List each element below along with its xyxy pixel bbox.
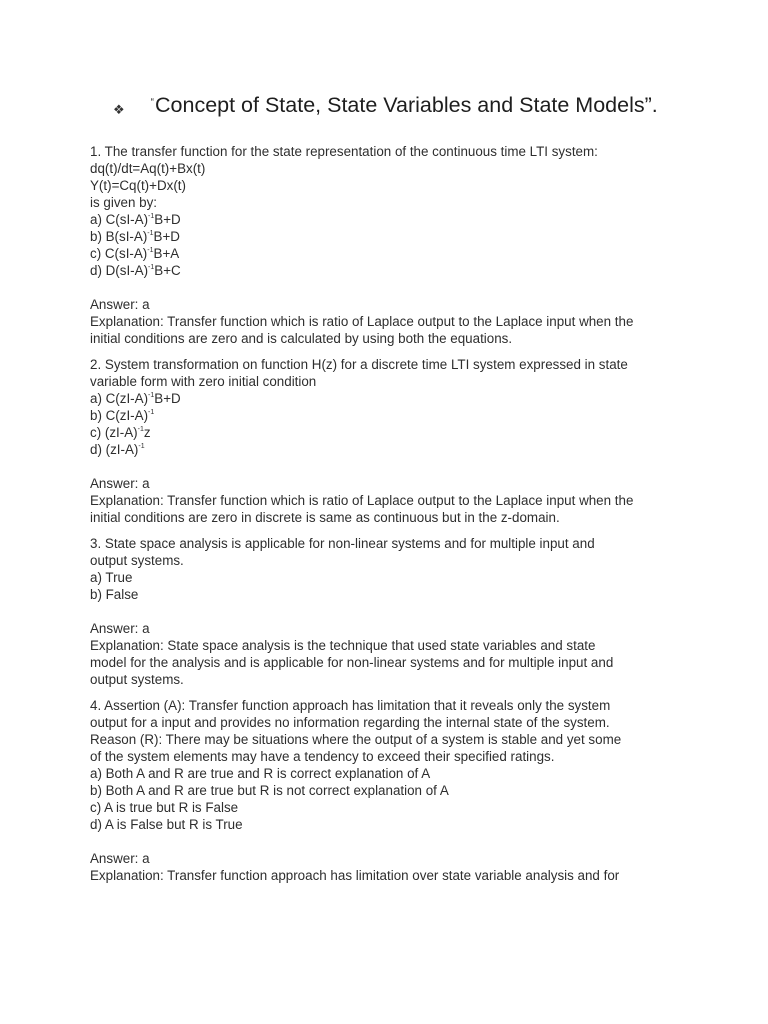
question-2-option-a: a) $C(zI-A)^{-1}B+D$ — [90, 391, 181, 406]
question-4-stem-line: 4. Assertion (A): Transfer function approach has limitation that it reveals only the system — [90, 698, 611, 713]
question-1-option-c: c) $C(sI-A)^{-1}B+A$ — [90, 246, 180, 261]
question-4-option-b: b) Both A and R are true but R is not correct explanation of A — [90, 783, 449, 798]
question-1 — [90, 143, 690, 347]
question-3-option-b: b) False — [90, 587, 139, 602]
question-1-answer: Answer: a — [90, 297, 150, 312]
question-2-answer: Answer: a — [90, 476, 150, 491]
question-content — [90, 143, 690, 893]
diamond-bullet-icon: ❖ — [113, 102, 125, 117]
question-4-option-d: d) A is False but R is True — [90, 817, 243, 832]
question-3-explanation-line: model for the analysis and is applicable for non-linear systems and for multiple input and — [90, 655, 614, 670]
question-4-option-c: c) A is true but R is False — [90, 800, 239, 815]
question-4-stem-line: Reason (R): There may be situations where the output of a system is stable and yet some — [90, 732, 622, 747]
question-1-option-a: a) $C(sI-A)^{-1}B+D$ — [90, 212, 181, 227]
question-3-stem-line: 3. State space analysis is applicable for non-linear systems and for multiple input and — [90, 536, 595, 551]
question-4-option-a: a) Both A and R are true and R is correct explanation of A — [90, 766, 431, 781]
question-1-stem: 1. The transfer function for the state representation of the continuous time LTI system: — [90, 144, 598, 159]
question-2-explanation-line: Explanation: Transfer function which is ratio of Laplace output to the Laplace input when the — [90, 493, 634, 508]
question-3-option-a: a) True — [90, 570, 133, 585]
question-2-option-c: c) $(zI-A)^{-1}z$ — [90, 425, 151, 440]
question-1-equation-1: dq(t)/dt=Aq(t)+Bx(t) — [90, 161, 206, 176]
question-3-explanation-line: output systems. — [90, 672, 184, 687]
question-1-option-b: b) $B(sI-A)^{-1}B+D$ — [90, 229, 180, 244]
question-2-stem-line: 2. System transformation on function H(z) for a discrete time LTI system expressed in state — [90, 357, 628, 372]
heading — [113, 93, 658, 118]
question-2-option-d: d) $(zI-A)^{-1}$ — [90, 442, 145, 457]
question-4-answer: Answer: a — [90, 851, 150, 866]
page-title: Concept of State, State Variables and State Models”. — [155, 93, 658, 117]
question-2-option-b: b) $C(zI-A)^{-1}$ — [90, 408, 155, 423]
question-4-explanation-line: Explanation: Transfer function approach has limitation over state variable analysis and for — [90, 868, 620, 883]
question-4-stem-line: of the system elements may have a tendency to exceed their specified ratings. — [90, 749, 555, 764]
question-1-equation-2: Y(t)=Cq(t)+Dx(t) — [90, 178, 186, 193]
question-3-explanation-line: Explanation: State space analysis is the technique that used state variables and state — [90, 638, 596, 653]
question-4-stem-line: output for a input and provides no information regarding the internal state of the system. — [90, 715, 610, 730]
question-1-option-d: d) $D(sI-A)^{-1}B+C$ — [90, 263, 181, 278]
question-4 — [90, 697, 690, 884]
question-1-given: is given by: — [90, 195, 157, 210]
question-3 — [90, 535, 690, 688]
question-2-explanation-line: initial conditions are zero in discrete is same as continuous but in the z-domain. — [90, 510, 560, 525]
question-2-stem-line: variable form with zero initial condition — [90, 374, 317, 389]
question-1-explanation-line: initial conditions are zero and is calculated by using both the equations. — [90, 331, 513, 346]
question-2 — [90, 356, 690, 526]
question-3-stem-line: output systems. — [90, 553, 184, 568]
heading-open-quote: “ — [150, 97, 154, 108]
question-1-explanation-line: Explanation: Transfer function which is ratio of Laplace output to the Laplace input when the — [90, 314, 634, 329]
question-3-answer: Answer: a — [90, 621, 150, 636]
